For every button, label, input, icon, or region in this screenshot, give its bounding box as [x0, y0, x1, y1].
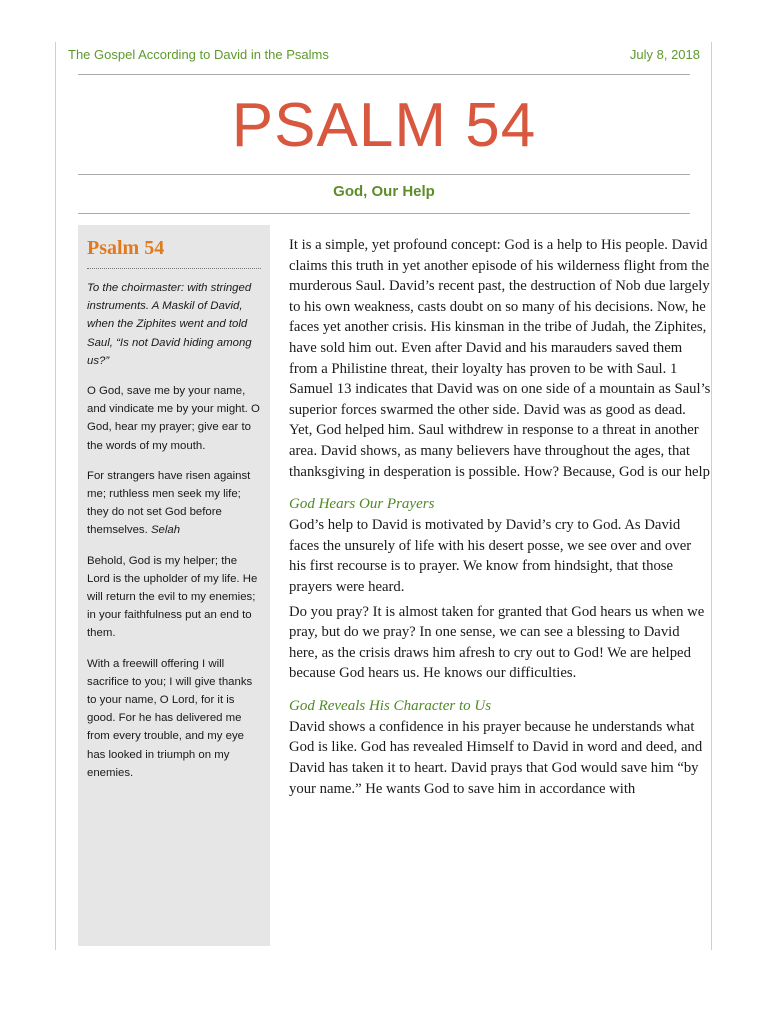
title-divider: [78, 174, 690, 175]
psalm-verse-6: With a freewill offering I will sacrifice to you; I will give thanks to your name, O Lord, for it is good. For he has delivered me from every trouble, and my eye has looked in triumph on my enemies.: [87, 657, 253, 779]
psalm-superscription: To the choirmaster: with stringed instruments. A Maskil of David, when the Ziphites went and told Saul, “Is not David hiding among us?”: [87, 282, 252, 367]
intro-paragraph: It is a simple, yet profound concept: God is a help to His people. David claims this truth in yet another episode of his wilderness flight from the murderous Saul. David’s recent past, the destruction of Nob due largely to his own weakness, casts doubt on so many of his decisions. Now, he faces yet another crisis. His kinsman in the tribe of Judah, the Ziphites, have sold him out. Even after David and his marauders saved them from a Philistine threat, their loyalty has proven to be with Saul. 1 Samuel 13 indicates that David was on one side of a mountain as Saul’s superior forces swarmed the other side. David was as good as dead. Yet, God helped him. Saul withdrew in response to a threat in another area. David shows, as many believers have throughout the ages, that thanksgiving in desperation is possible. How? Because, God is our help: [289, 237, 711, 480]
psalm-verse-4: Behold, God is my helper; the Lord is the upholder of my life. He will return the evil to my enemies; in your faithfulness put an end to them.: [87, 554, 258, 640]
page-title: PSALM 54: [231, 91, 537, 160]
header-divider: [78, 74, 690, 75]
psalm-verse-3-text: For strangers have risen against me; ruthless men seek my life; they do not set God before themselves.: [87, 469, 251, 537]
section-heading-character: God Reveals His Character to Us: [289, 697, 492, 714]
page-header: [68, 47, 700, 65]
scripture-sidebar: [78, 225, 270, 946]
character-paragraph: David shows a confidence in his prayer because he understands what God is like. God has revealed Himself to David in word and deed, and David has taken it to heart. David prays that God would save him “by your name.” He wants God to save him in accordance with: [289, 718, 703, 797]
right-margin-rule: [711, 42, 712, 950]
sidebar-dotted-divider: [87, 268, 261, 269]
section-heading-prayers: God Hears Our Prayers: [289, 496, 435, 513]
page-subtitle: God, Our Help: [333, 183, 435, 200]
prayers-paragraph-2: Do you pray? It is almost taken for granted that God hears us when we pray, but do we pray? In one sense, we can see a blessing to David here, as the crisis draws him afresh to cry out to God! We are helped because God hears us. He knows our difficulties.: [289, 603, 705, 682]
header-date: July 8, 2018: [629, 47, 700, 62]
main-article: [289, 235, 711, 799]
psalm-verse-3: [87, 467, 261, 540]
psalm-verse-1: O God, save me by your name, and vindicate me by your might. O God, hear my prayer; give ear to the words of my mouth.: [87, 385, 260, 452]
left-margin-rule: [55, 42, 56, 950]
sidebar-heading: Psalm 54: [87, 237, 165, 259]
prayers-paragraph-1: God’s help to David is motivated by David’s cry to God. As David faces the unsurely of life with his desert posse, we see over and over his first recourse is to prayer. We know from hindsight, that those prayers were heard.: [289, 517, 692, 595]
selah-marker: Selah: [150, 524, 181, 537]
subtitle-divider: [78, 213, 690, 214]
series-title: The Gospel According to David in the Psalms: [68, 47, 329, 62]
